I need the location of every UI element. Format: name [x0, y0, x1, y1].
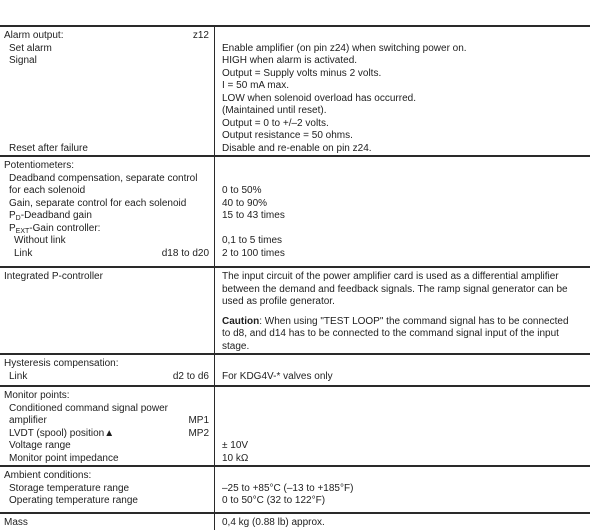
- subscript-text: D: [15, 215, 21, 222]
- bold-text: Caution: [222, 315, 260, 327]
- spec-label-text: [4, 68, 7, 81]
- spec-label: [0, 105, 209, 118]
- mass-row: [0, 512, 590, 530]
- spec-label-text: Without link: [14, 235, 66, 246]
- spec-label: [0, 453, 209, 466]
- monitor-points-values: [215, 387, 590, 465]
- spec-label-text: amplifier: [9, 415, 47, 426]
- spec-label: [0, 185, 209, 198]
- spec-value: [222, 470, 588, 483]
- alarm-output-values: [215, 27, 590, 155]
- spec-value: [222, 428, 588, 441]
- spec-value: Output resistance = 50 ohms.: [222, 130, 353, 141]
- spec-label-text: Monitor points:: [4, 390, 70, 401]
- spec-label: [0, 495, 209, 508]
- spec-label-text: [4, 284, 7, 297]
- spec-label: [0, 160, 209, 173]
- ambient-conditions-row: [0, 465, 590, 512]
- spec-label-text: [4, 105, 7, 118]
- pin-ref: MP1: [188, 415, 209, 426]
- alarm-output-labels: [0, 27, 215, 155]
- spec-label-text: LVDT (spool) position▲: [9, 427, 115, 439]
- spec-value: [222, 316, 588, 329]
- spec-label: [0, 93, 209, 106]
- spec-label: [0, 440, 209, 453]
- spec-value: ± 10V: [222, 440, 249, 451]
- hysteresis-compensation-row: [0, 353, 590, 385]
- spec-label: [0, 483, 209, 496]
- spec-label: [0, 403, 209, 416]
- potentiometers-values: [215, 157, 590, 266]
- hysteresis-compensation-values: [215, 355, 590, 385]
- spec-label: [0, 517, 209, 530]
- spec-value: HIGH when alarm is activated.: [222, 55, 358, 66]
- spec-table: [0, 25, 590, 530]
- spec-label: [0, 248, 209, 261]
- spec-label: [0, 321, 209, 334]
- spec-label: [0, 358, 209, 371]
- spec-label: [0, 235, 209, 248]
- integrated-p-controller-labels: [0, 268, 215, 353]
- spec-label-text: [4, 93, 7, 106]
- mass-labels: [0, 514, 215, 530]
- spec-label-text: Mass: [4, 517, 28, 528]
- spec-value: LOW when solenoid overload has occurred.: [222, 92, 416, 104]
- spec-label-text: [4, 321, 7, 334]
- integrated-p-controller-row: [0, 266, 590, 353]
- spec-label: [0, 130, 209, 143]
- spec-value: Output = 0 to +/–2 volts.: [222, 117, 329, 129]
- spec-value: Enable amplifier (on pin z24) when switching power on.: [222, 42, 467, 54]
- spec-value: 40 to 90%: [222, 197, 268, 209]
- spec-label-text: Set alarm: [9, 42, 52, 54]
- spec-label-text: [4, 80, 7, 93]
- spec-label-text: Link: [9, 370, 28, 382]
- spec-label: [0, 80, 209, 93]
- spec-value: 10 kΩ: [222, 452, 249, 464]
- spec-value: (Maintained until reset).: [222, 105, 327, 116]
- spec-value: –25 to +85°C (–13 to +185°F): [222, 482, 354, 494]
- ambient-conditions-labels: [0, 467, 215, 512]
- spec-label-text: [4, 118, 7, 131]
- spec-label-text: Alarm output:: [4, 30, 64, 41]
- spec-label-text: Monitor point impedance: [9, 452, 119, 464]
- spec-label: [0, 68, 209, 81]
- spec-label: [0, 30, 209, 43]
- spec-label: [0, 470, 209, 483]
- ambient-conditions-values: [215, 467, 590, 512]
- spec-value: [222, 390, 588, 403]
- spec-value: For KDG4V-* valves only: [222, 370, 333, 382]
- spec-label: [0, 118, 209, 131]
- spec-value: [222, 403, 588, 416]
- integrated-p-controller-values: [215, 268, 590, 353]
- spec-value: stage.: [222, 340, 250, 352]
- text-part: -Gain controller:: [29, 222, 101, 234]
- spec-label: [0, 334, 209, 347]
- spec-label-text: [4, 296, 7, 309]
- spec-label-text: [9, 223, 100, 236]
- pin-ref: MP2: [188, 427, 209, 439]
- text-part: P: [9, 210, 16, 221]
- pin-ref: z12: [192, 30, 209, 41]
- spec-value: 0,4 kg (0.88 lb) approx.: [222, 517, 325, 528]
- spec-label-text: [4, 130, 7, 143]
- spec-value: 2 to 100 times: [222, 247, 285, 259]
- spec-label-text: Deadband compensation, separate control: [9, 172, 198, 184]
- spec-label-text: Gain, separate control for each solenoid: [9, 197, 187, 209]
- spec-value: Output = Supply volts minus 2 volts.: [222, 67, 382, 79]
- spec-value: used as profile generator.: [222, 296, 335, 307]
- spec-label: [0, 198, 209, 211]
- spec-value: Disable and re-enable on pin z24.: [222, 142, 372, 154]
- spec-value: 0 to 50%: [222, 185, 262, 196]
- spec-label-text: Integrated P-controller: [4, 271, 103, 282]
- spec-label: [0, 284, 209, 297]
- spec-value: 15 to 43 times: [222, 210, 285, 221]
- spec-value: I = 50 mA max.: [222, 80, 289, 91]
- pin-ref: d2 to d6: [172, 370, 209, 382]
- spec-label: [0, 55, 209, 68]
- spec-label: [0, 210, 209, 223]
- spec-label: [0, 223, 209, 236]
- spec-label-text: Storage temperature range: [9, 482, 130, 494]
- spec-label-text: [4, 334, 7, 347]
- spec-label: [0, 390, 209, 403]
- spec-label-text: [4, 309, 7, 322]
- alarm-output-row: [0, 25, 590, 155]
- spec-label-text: Link: [14, 247, 33, 259]
- spec-label: [0, 296, 209, 309]
- spec-value: [222, 30, 588, 43]
- potentiometers-labels: [0, 157, 215, 266]
- spec-value: [222, 173, 588, 186]
- spec-label-text: Hysteresis compensation:: [4, 358, 119, 369]
- spec-label: [0, 371, 209, 384]
- potentiometers-row: [0, 155, 590, 266]
- spec-label: [0, 143, 209, 156]
- spec-value: 0 to 50°C (32 to 122°F): [222, 495, 326, 506]
- text-part: -Deadband gain: [20, 210, 92, 221]
- spec-label: [0, 173, 209, 186]
- spec-label-text: Conditioned command signal power: [9, 402, 168, 414]
- spec-label-text: Reset after failure: [9, 142, 88, 154]
- monitor-points-labels: [0, 387, 215, 465]
- monitor-points-row: [0, 385, 590, 465]
- spec-value: 0,1 to 5 times: [222, 235, 283, 246]
- spec-value: The input circuit of the power amplifier card is used as a differential amplifier: [222, 271, 559, 282]
- spec-label-text: Potentiometers:: [4, 160, 75, 171]
- spec-value: [222, 358, 588, 371]
- spec-label: [0, 428, 209, 441]
- spec-label-text: [9, 210, 92, 223]
- spec-value: [222, 415, 588, 428]
- spec-value: to d8, and d14 has to be connected to the command signal input of the input: [222, 328, 559, 339]
- spec-value: [222, 160, 588, 173]
- spec-label-text: Voltage range: [9, 440, 71, 451]
- spec-label-text: Ambient conditions:: [4, 470, 92, 481]
- subscript-text: EXT: [15, 227, 30, 235]
- spec-label: [0, 309, 209, 322]
- hysteresis-compensation-labels: [0, 355, 215, 385]
- spec-label: [0, 271, 209, 284]
- text-part: : When using "TEST LOOP" the command signal has to be connected: [259, 315, 569, 327]
- spec-value: between the demand and feedback signals. The ramp signal generator can be: [222, 283, 568, 295]
- spec-value: [222, 223, 588, 236]
- spec-label-text: Signal: [9, 55, 37, 66]
- text-part: P: [9, 222, 16, 234]
- spec-label: [0, 43, 209, 56]
- mass-values: [215, 514, 590, 530]
- pin-ref: d18 to d20: [161, 247, 209, 259]
- spec-label-text: for each solenoid: [9, 185, 86, 196]
- spec-label-text: Operating temperature range: [9, 495, 138, 506]
- spec-label: [0, 415, 209, 428]
